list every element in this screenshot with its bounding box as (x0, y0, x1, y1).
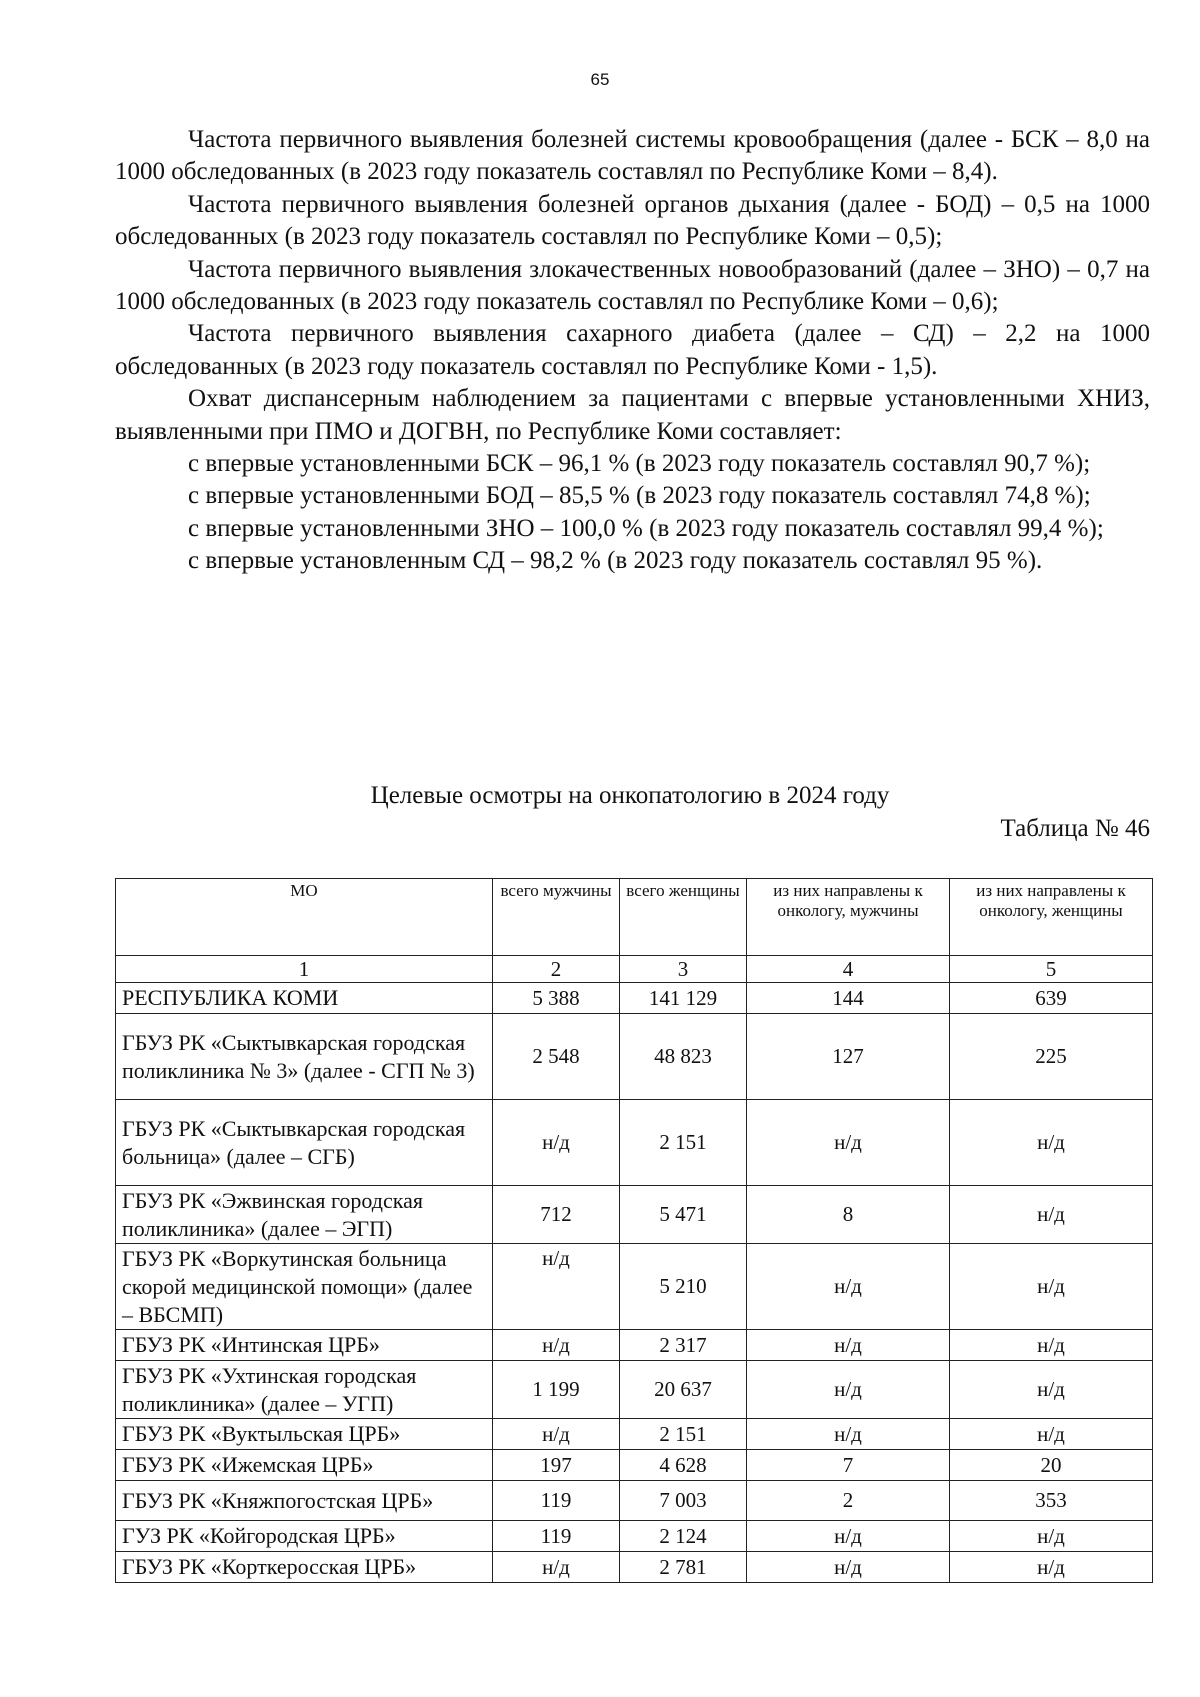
value-cell: 639 (950, 983, 1153, 1014)
mo-cell: ГУЗ РК «Койгородская ЦРБ» (116, 1521, 493, 1552)
value-cell: 8 (747, 1186, 950, 1244)
value-cell: 197 (493, 1450, 620, 1481)
mo-cell: ГБУЗ РК «Княжпогостская ЦРБ» (116, 1481, 493, 1521)
value-cell: 141 129 (620, 983, 747, 1014)
column-header: всего женщины (620, 879, 747, 956)
mo-cell: ГБУЗ РК «Интинская ЦРБ» (116, 1330, 493, 1361)
mo-cell: ГБУЗ РК «Эжвинская городская поликлиника» (далее – ЭГП) (116, 1186, 493, 1244)
value-cell: н/д (747, 1361, 950, 1419)
column-header: из них направлены к онкологу, мужчины (747, 879, 950, 956)
value-cell: н/д (950, 1361, 1153, 1419)
paragraph: с впервые установленными БОД – 85,5 % (в 2023 году показатель составлял 74,8 %); (188, 482, 1091, 510)
table-row (116, 1244, 1153, 1330)
mo-cell: ГБУЗ РК «Корткеросская ЦРБ» (116, 1552, 493, 1583)
value-cell: 2 151 (620, 1100, 747, 1186)
value-cell: н/д (493, 1419, 620, 1450)
table-title: Целевые осмотры на онкопатологию в 2024 году (370, 782, 890, 809)
value-cell: н/д (747, 1100, 950, 1186)
value-cell: 2 124 (620, 1521, 747, 1552)
paragraph: с впервые установленными ЗНО – 100,0 % (в 2023 году показатель составлял 99,4 %); (188, 514, 1104, 542)
value-cell: н/д (493, 1100, 620, 1186)
value-cell: н/д (950, 1419, 1153, 1450)
column-number: 1 (116, 956, 493, 983)
column-number: 2 (493, 956, 620, 983)
mo-cell: ГБУЗ РК «Ухтинская городская поликлиника» (далее – УГП) (116, 1361, 493, 1419)
value-cell: 48 823 (620, 1014, 747, 1100)
table-row (116, 983, 1153, 1014)
value-cell: 2 (747, 1481, 950, 1521)
value-cell: н/д (950, 1330, 1153, 1361)
body-text (115, 124, 1150, 578)
value-cell: н/д (950, 1244, 1153, 1330)
value-cell: н/д (493, 1552, 620, 1583)
value-cell: 4 628 (620, 1450, 747, 1481)
column-number-row (116, 956, 1153, 983)
page-number: 65 (590, 70, 610, 89)
value-cell: н/д (950, 1100, 1153, 1186)
paragraph: Частота первичного выявления злокачественных новообразований (далее – ЗНО) – 0,7 на 1000 обследованных (в 2023 году показатель составлял по Республике Коми – 0,6); (115, 255, 1150, 316)
table-number: Таблица № 46 (1000, 815, 1150, 842)
mo-cell: ГБУЗ РК «Ижемская ЦРБ» (116, 1450, 493, 1481)
value-cell: 225 (950, 1014, 1153, 1100)
value-cell: 2 781 (620, 1552, 747, 1583)
table-row (116, 1330, 1153, 1361)
value-cell: 7 (747, 1450, 950, 1481)
table-row (116, 1014, 1153, 1100)
value-cell: 144 (747, 983, 950, 1014)
paragraph: Частота первичного выявления сахарного диабета (далее – СД) – 2,2 на 1000 обследованных (в 2023 году показатель составлял по Республике Коми - 1,5). (115, 320, 1150, 380)
paragraph: Охват диспансерным наблюдением за пациентами с впервые установленными ХНИЗ, выявленными при ПМО и ДОГВН, по Республике Коми составляет: (115, 385, 1150, 445)
value-cell: 712 (493, 1186, 620, 1244)
value-cell: 119 (493, 1481, 620, 1521)
value-cell: 20 637 (620, 1361, 747, 1419)
value-cell: н/д (950, 1552, 1153, 1583)
column-number: 3 (620, 956, 747, 983)
table-row (116, 1361, 1153, 1419)
mo-cell: ГБУЗ РК «Сыктывкарская городская поликлиника № 3» (далее - СГП № 3) (116, 1014, 493, 1100)
value-cell: н/д (950, 1521, 1153, 1552)
value-cell: н/д (493, 1244, 620, 1330)
value-cell: н/д (747, 1521, 950, 1552)
mo-cell: ГБУЗ РК «Воркутинская больница скорой медицинской помощи» (далее – ВБСМП) (116, 1244, 493, 1330)
value-cell: 5 388 (493, 983, 620, 1014)
value-cell: 20 (950, 1450, 1153, 1481)
value-cell: 127 (747, 1014, 950, 1100)
paragraph: Частота первичного выявления болезней органов дыхания (далее - БОД) – 0,5 на 1000 обследованных (в 2023 году показатель составлял по Республике Коми – 0,5); (115, 190, 1150, 251)
value-cell: 1 199 (493, 1361, 620, 1419)
table-row (116, 1419, 1153, 1450)
value-cell: 5 471 (620, 1186, 747, 1244)
paragraph: с впервые установленным СД – 98,2 % (в 2023 году показатель составлял 95 %). (188, 547, 1043, 575)
column-header: всего мужчины (493, 879, 620, 956)
value-cell: 353 (950, 1481, 1153, 1521)
table-row (116, 1450, 1153, 1481)
column-number: 5 (950, 956, 1153, 983)
value-cell: н/д (747, 1419, 950, 1450)
value-cell: н/д (747, 1330, 950, 1361)
paragraph: Частота первичного выявления болезней системы кровообращения (далее - БСК – 8,0 на 1000 обследованных (в 2023 году показатель составлял по Республике Коми – 8,4). (115, 126, 1150, 186)
mo-cell: РЕСПУБЛИКА КОМИ (116, 983, 493, 1014)
table-row (116, 1481, 1153, 1521)
mo-cell: ГБУЗ РК «Сыктывкарская городская больница» (далее – СГБ) (116, 1100, 493, 1186)
value-cell: 2 548 (493, 1014, 620, 1100)
table-row (116, 1100, 1153, 1186)
table-header-row (116, 879, 1153, 956)
value-cell: 119 (493, 1521, 620, 1552)
value-cell: 7 003 (620, 1481, 747, 1521)
table-row (116, 1521, 1153, 1552)
mo-cell: ГБУЗ РК «Вуктыльская ЦРБ» (116, 1419, 493, 1450)
value-cell: н/д (747, 1552, 950, 1583)
value-cell: 2 151 (620, 1419, 747, 1450)
column-header: МО (116, 879, 493, 956)
value-cell: н/д (493, 1330, 620, 1361)
value-cell: 2 317 (620, 1330, 747, 1361)
column-header: из них направлены к онкологу, женщины (950, 879, 1153, 956)
table-row (116, 1552, 1153, 1583)
data-table (115, 878, 1153, 1583)
paragraph: с впервые установленными БСК – 96,1 % (в 2023 году показатель составлял 90,7 %); (188, 450, 1091, 478)
value-cell: н/д (747, 1244, 950, 1330)
value-cell: 5 210 (620, 1244, 747, 1330)
column-number: 4 (747, 956, 950, 983)
value-cell: н/д (950, 1186, 1153, 1244)
table-row (116, 1186, 1153, 1244)
